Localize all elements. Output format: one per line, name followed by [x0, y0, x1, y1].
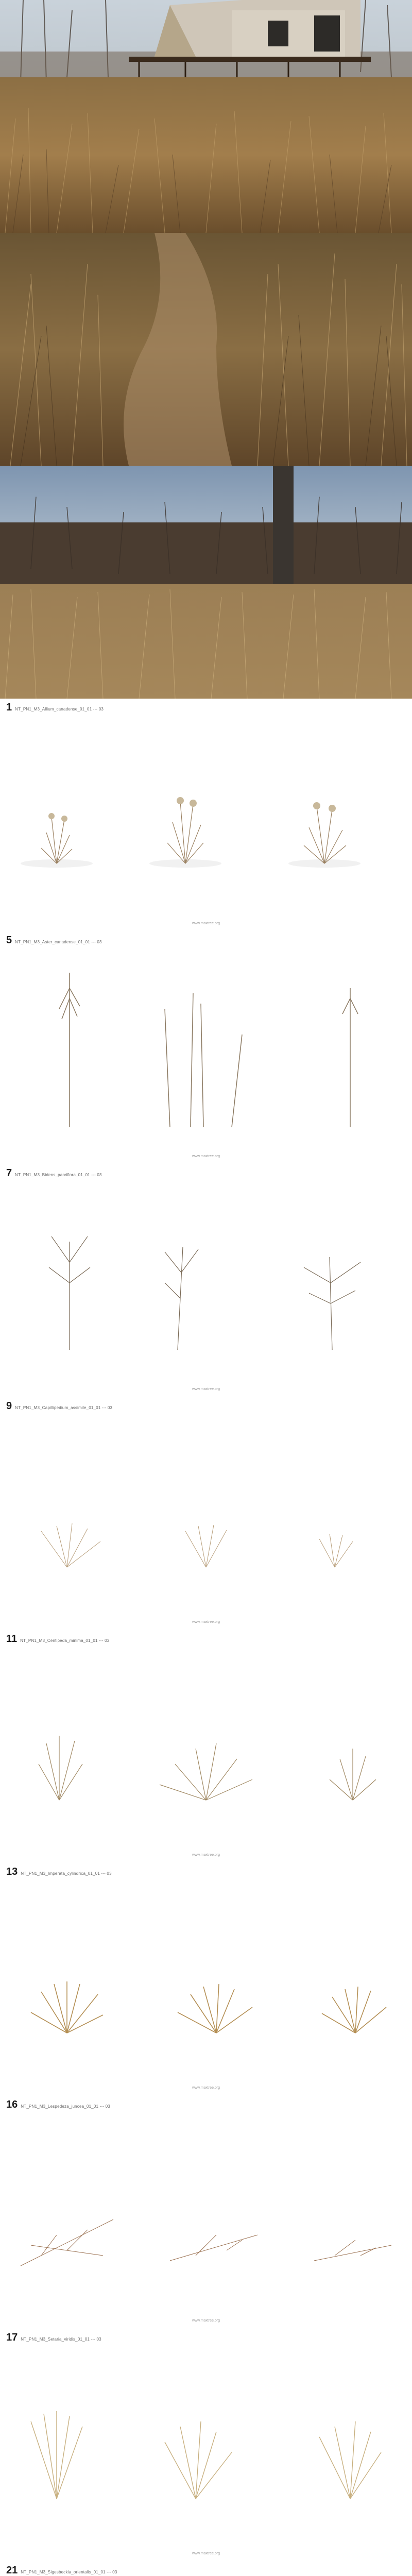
section-model-code: NT_PN1_M3_Capillipedium_assimile_01_01 --- 03 [15, 1405, 113, 1410]
section-footer-url: www.maxtree.org [192, 1620, 220, 1624]
plant-variant-3 [314, 2240, 391, 2261]
section-header [6, 2099, 110, 2109]
plant-variant-1 [59, 973, 80, 1127]
plant-variant-3 [319, 1534, 353, 1567]
plant-section-9 [0, 1397, 412, 1630]
section-footer-url: www.maxtree.org [192, 1155, 220, 1158]
section-model-code: NT_PN1_M3_Setaria_viridis_01_01 --- 03 [21, 2337, 101, 2342]
plant-section-1 [0, 699, 412, 931]
plant-section-21 [0, 2562, 412, 2576]
plant-section-5 [0, 931, 412, 1164]
plant-render-row [0, 1413, 412, 1603]
plant-variant-3 [304, 802, 346, 863]
section-footer-url: www.maxtree.org [192, 1387, 220, 1391]
plant-variant-3 [319, 2421, 381, 2499]
plant-variant-1 [41, 1523, 100, 1567]
plant-section-17 [0, 2329, 412, 2562]
section-header [6, 1633, 109, 1643]
plant-variant-2 [167, 797, 203, 863]
section-model-code: NT_PN1_M3_Lespedeza_juncea_01_01 --- 03 [21, 2104, 110, 2109]
hero-photo-cabin [0, 0, 412, 233]
section-number: 5 [6, 935, 12, 946]
plant-variant-1 [21, 2219, 113, 2266]
section-number: 17 [6, 2332, 18, 2343]
section-header [6, 2565, 117, 2575]
plant-section-13 [0, 1863, 412, 2096]
plant-variant-3 [342, 988, 358, 1127]
section-number: 7 [6, 1167, 12, 1179]
plant-variant-3 [322, 1987, 386, 2033]
plant-variant-2 [185, 1525, 227, 1567]
hero-photo-path [0, 233, 412, 466]
section-model-code: NT_PN1_M3_Allium_canadense_01_01 --- 03 [15, 707, 104, 711]
section-header [6, 702, 104, 712]
section-model-code: NT_PN1_M3_Aster_canadense_01_01 --- 03 [15, 940, 102, 944]
plant-variant-1 [41, 813, 72, 863]
plant-render-row [0, 2111, 412, 2302]
plant-variant-3 [304, 1257, 360, 1350]
plant-variant-1 [31, 2411, 82, 2499]
section-number: 9 [6, 1400, 12, 1412]
plant-render-row [0, 714, 412, 905]
section-model-code: NT_PN1_M3_Imperata_cylindrica_01_01 --- 03 [21, 1871, 112, 1876]
plant-variant-2 [178, 1984, 252, 2033]
plant-variant-1 [31, 1981, 103, 2033]
plant-render-row [0, 2344, 412, 2535]
plant-variant-2 [160, 1743, 252, 1800]
plant-variant-2 [165, 2421, 232, 2499]
plant-variant-2 [165, 1247, 198, 1350]
plant-variant-1 [49, 1236, 90, 1350]
section-header [6, 935, 102, 945]
section-footer-url: www.maxtree.org [192, 2086, 220, 2090]
section-model-code: NT_PN1_M3_Sigesbeckia_orientalis_01_01 --- 03 [21, 2570, 117, 2574]
section-header [6, 1866, 112, 1876]
hero-photo-field [0, 466, 412, 699]
section-footer-url: www.maxtree.org [192, 1853, 220, 1857]
section-number: 13 [6, 1866, 18, 1877]
plant-section-16 [0, 2096, 412, 2329]
plant-render-row [0, 1878, 412, 2069]
plant-render-row [0, 1646, 412, 1836]
section-model-code: NT_PN1_M3_Bidens_parviflora_01_01 --- 03 [15, 1173, 102, 1177]
section-footer-url: www.maxtree.org [192, 922, 220, 925]
plant-render-row [0, 1180, 412, 1370]
section-number: 11 [6, 1633, 18, 1645]
plant-variant-1 [39, 1736, 82, 1800]
section-number: 21 [6, 2565, 18, 2576]
section-model-code: NT_PN1_M3_Centipeda_minima_01_01 --- 03 [20, 1638, 110, 1643]
section-header [6, 1400, 112, 1411]
plant-variant-2 [170, 2235, 258, 2261]
section-footer-url: www.maxtree.org [192, 2552, 220, 2555]
section-header [6, 2332, 101, 2342]
section-number: 16 [6, 2099, 18, 2110]
plant-variant-3 [330, 1749, 376, 1800]
plant-section-11 [0, 1630, 412, 1863]
section-number: 1 [6, 702, 12, 713]
section-footer-url: www.maxtree.org [192, 2319, 220, 2323]
plant-section-7 [0, 1164, 412, 1397]
section-header [6, 1167, 102, 1178]
plant-render-row [0, 947, 412, 1138]
plant-variant-2 [165, 993, 242, 1127]
